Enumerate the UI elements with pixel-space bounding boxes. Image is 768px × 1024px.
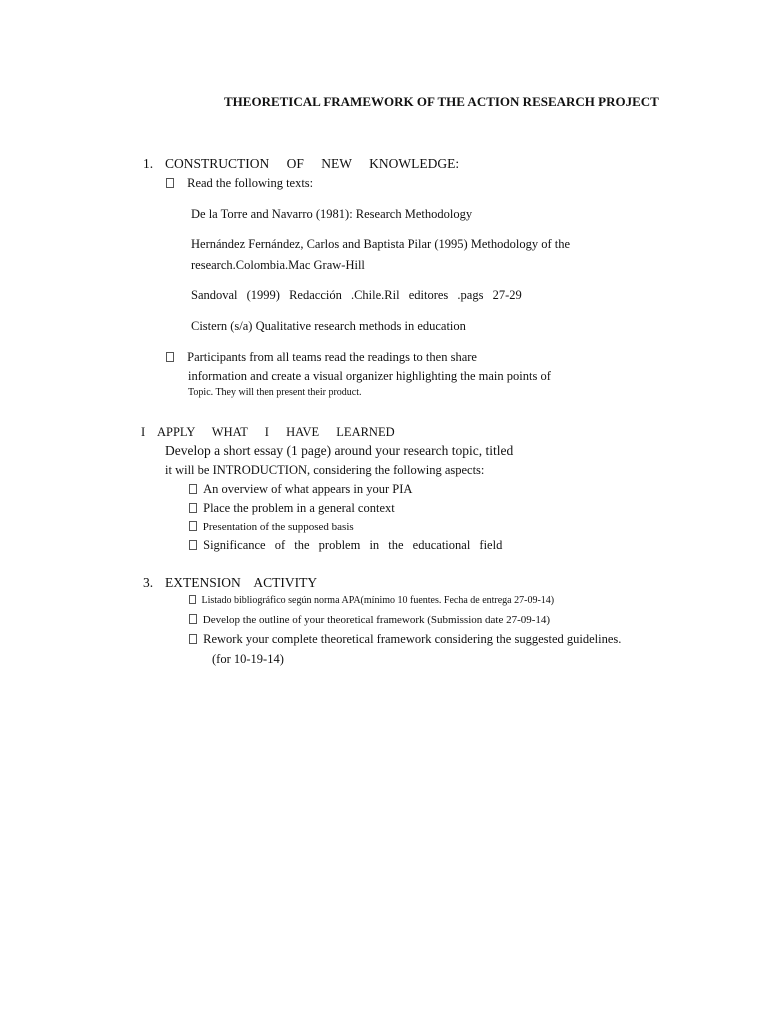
- checkbox-icon: [189, 540, 197, 550]
- bullet-read-texts: [166, 177, 313, 190]
- reference-item: Sandoval (1999) Redacción .Chile.Ril editores .pags 27-29: [191, 288, 522, 302]
- section2-heading: APPLY WHAT I HAVE LEARNED: [157, 425, 395, 439]
- section2-line1: Develop a short essay (1 page) around your research topic, titled: [165, 443, 514, 458]
- section3-number: 3.: [143, 575, 154, 590]
- bullet-participants-line1: Participants from all teams read the readings to then share: [187, 350, 477, 364]
- checkbox-icon: [189, 595, 196, 604]
- list-item: [189, 502, 395, 515]
- checkbox-icon: [189, 521, 197, 531]
- document-title: THEORETICAL FRAMEWORK OF THE ACTION RESEARCH PROJECT: [224, 94, 659, 109]
- date-note: (for 10-19-14): [212, 652, 284, 666]
- section2-line2: it will be INTRODUCTION, considering the following aspects:: [165, 463, 485, 477]
- list-item: [189, 483, 412, 496]
- section3-heading: EXTENSION ACTIVITY: [165, 575, 318, 590]
- bullet-participants-line2: information and create a visual organizer highlighting the main points of: [188, 369, 551, 383]
- reference-item: De la Torre and Navarro (1981): Research Methodology: [191, 207, 473, 221]
- list-item-label: An overview of what appears in your PIA: [203, 482, 413, 496]
- checkbox-icon: [189, 484, 197, 494]
- list-item-label: Listado bibliográfico según norma APA(mínimo 10 fuentes. Fecha de entrega 27-09-14): [201, 595, 555, 606]
- checkbox-icon: [189, 634, 197, 644]
- bullet-participants: [166, 351, 477, 364]
- list-item: [189, 521, 354, 533]
- list-item-label: Develop the outline of your theoretical framework (Submission date 27-09-14): [202, 614, 551, 626]
- checkbox-icon: [166, 178, 174, 188]
- list-item: [189, 633, 621, 646]
- checkbox-icon: [189, 503, 197, 513]
- reference-item: research.Colombia.Mac Graw-Hill: [191, 258, 365, 272]
- checkbox-icon: [189, 614, 197, 624]
- list-item-label: Place the problem in a general context: [203, 501, 395, 515]
- bullet-read-texts-label: Read the following texts:: [187, 176, 314, 190]
- list-item: [189, 539, 502, 552]
- section1-heading: CONSTRUCTION OF NEW KNOWLEDGE:: [165, 156, 460, 171]
- reference-item: Cistern (s/a) Qualitative research methods in education: [191, 319, 466, 333]
- bullet-participants-line3: Topic. They will then present their product.: [188, 387, 362, 398]
- reference-item: Hernández Fernández, Carlos and Baptista Pilar (1995) Methodology of the: [191, 237, 571, 251]
- list-item-label: Presentation of the supposed basis: [202, 521, 354, 533]
- list-item-label: Rework your complete theoretical framework considering the suggested guidelines.: [203, 632, 622, 646]
- list-item: [189, 595, 554, 606]
- list-item: [189, 614, 550, 626]
- list-item-label: Significance of the problem in the educational field: [203, 538, 503, 552]
- section2-number: I: [141, 425, 146, 439]
- section1-number: 1.: [143, 156, 154, 171]
- checkbox-icon: [166, 352, 174, 362]
